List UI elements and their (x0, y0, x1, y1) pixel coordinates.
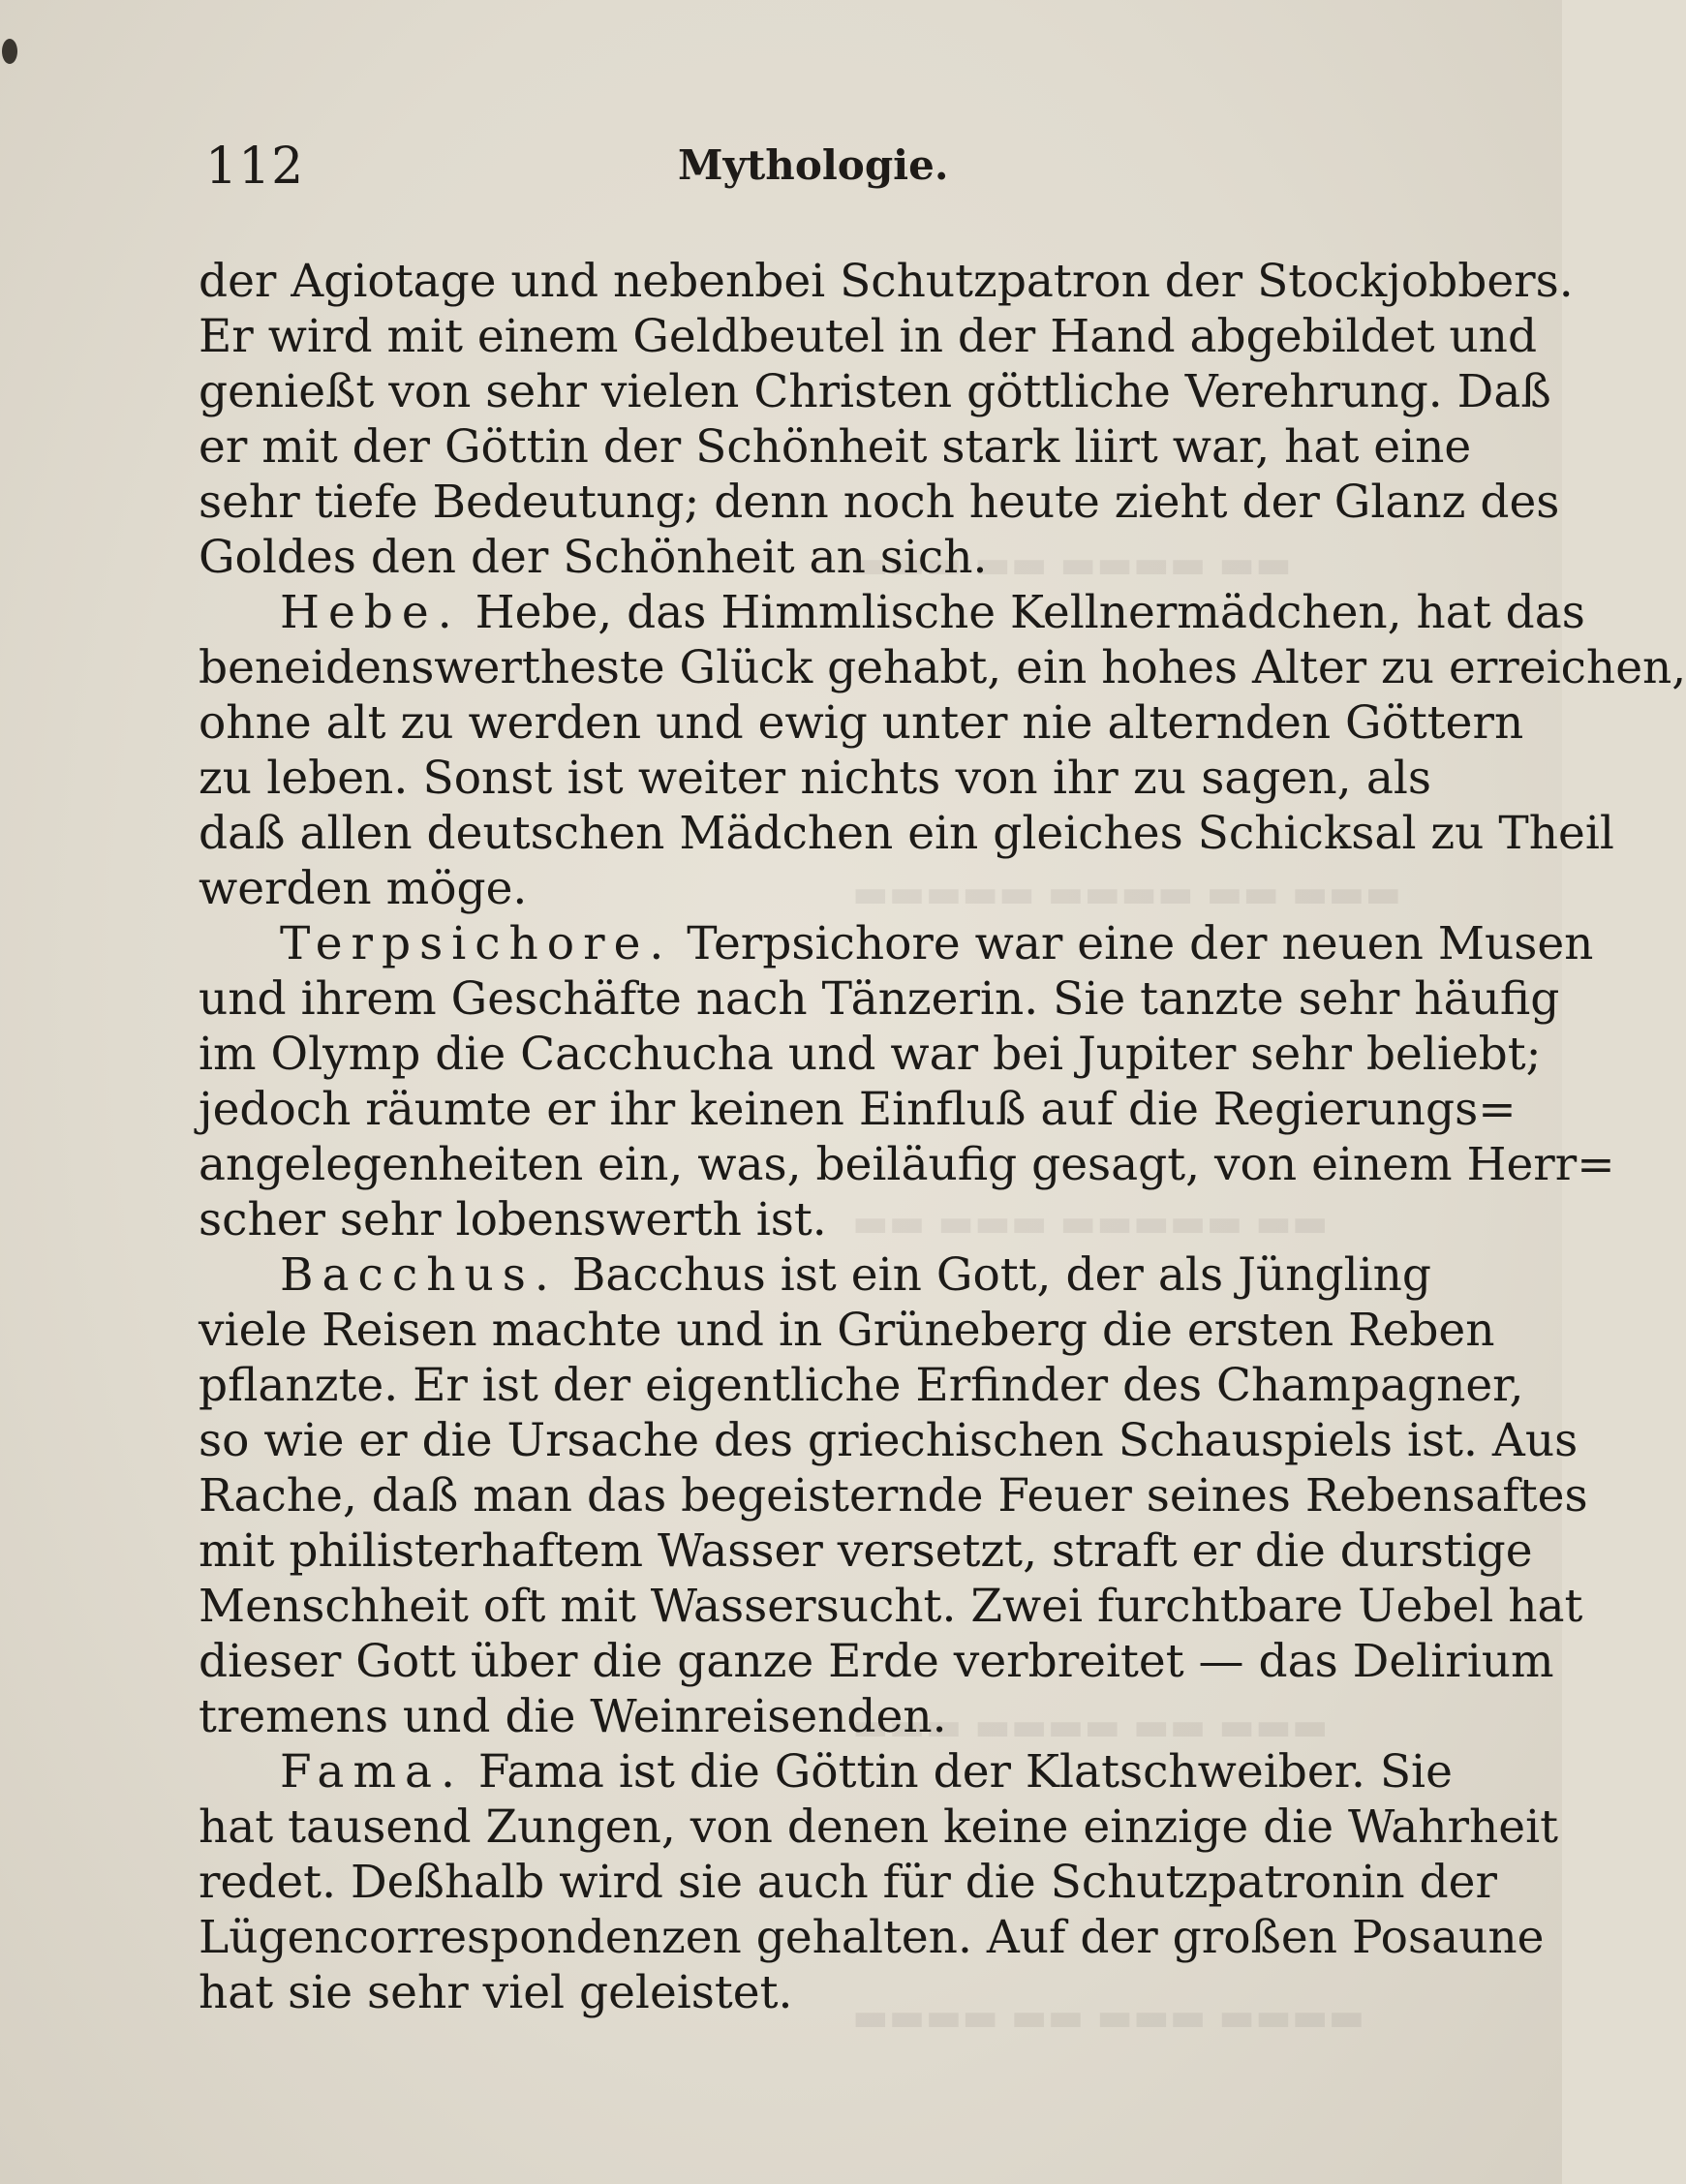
text-line: daß allen deutschen Mädchen ein gleiches Schicksal zu Theil (199, 807, 1614, 860)
paragraph-terpsichore (199, 916, 1615, 1247)
show-through-texture: ▬▬▬ ▬▬ ▬▬▬▬ ▬▬ (852, 542, 1292, 587)
text-line: sehr tiefe Bedeutung; denn noch heute zieht der Glanz des (199, 476, 1560, 529)
show-through-texture: ▬▬▬ ▬▬▬▬ ▬▬ ▬▬▬ (852, 1705, 1329, 1749)
entry-heading: Bacchus. (280, 1248, 558, 1302)
text-line (199, 1247, 1431, 1303)
text-line: scher sehr lobenswerth ist. (199, 1193, 827, 1246)
text-line: Er wird mit einem Geldbeutel in der Hand abgebildet und (199, 310, 1538, 363)
ink-blot (2, 39, 17, 64)
text-line: viele Reisen machte und in Grüneberg die ersten Reben (199, 1304, 1495, 1357)
entry-heading: Terpsichore. (280, 917, 673, 970)
text-line: Menschheit oft mit Wassersucht. Zwei furchtbare Uebel hat (199, 1580, 1583, 1633)
text-line (199, 585, 1585, 640)
text-run: Fama ist die Göttin der Klatschweiber. Sie (463, 1745, 1453, 1799)
text-line: hat tausend Zungen, von denen keine einzige die Wahrheit (199, 1800, 1558, 1854)
text-line: und ihrem Geschäfte nach Tänzerin. Sie tanzte sehr häufig (199, 972, 1560, 1026)
text-line: beneidenswertheste Glück gehabt, ein hohes Alter zu erreichen, (199, 641, 1686, 694)
page-number: 112 (205, 138, 305, 196)
entry-heading: Hebe. (280, 586, 461, 639)
text-run: Terpsichore war eine der neuen Musen (672, 917, 1594, 970)
text-line (199, 916, 1594, 971)
text-line: tremens und die Weinreisenden. (199, 1690, 947, 1743)
text-line: jedoch räumte er ihr keinen Einfluß auf die Regierungs= (199, 1083, 1517, 1136)
text-line: Rache, daß man das begeisternde Feuer seines Rebensaftes (199, 1469, 1588, 1523)
text-line: pflanzte. Er ist der eigentliche Erfinder des Champagner, (199, 1359, 1524, 1412)
entry-heading: Fama. (280, 1745, 464, 1799)
text-line: mit philisterhaftem Wasser versetzt, straft er die durstige (199, 1524, 1533, 1578)
text-line: ohne alt zu werden und ewig unter nie alternden Göttern (199, 696, 1524, 750)
paragraph-bacchus (199, 1247, 1588, 1744)
text-line: genießt von sehr vielen Christen göttliche Verehrung. Daß (199, 365, 1551, 418)
text-line: der Agiotage und nebenbei Schutzpatron der Stockjobbers. (199, 255, 1574, 308)
text-line: dieser Gott über die ganze Erde verbreitet — das Delirium (199, 1635, 1554, 1688)
text-line: werden möge. (199, 862, 528, 915)
body-text (199, 254, 1686, 2020)
paragraph-fama (199, 1744, 1558, 2020)
text-run: Hebe, das Himmlische Kellnermädchen, hat das (460, 586, 1585, 639)
text-line: angelegenheiten ein, was, beiläufig gesagt, von einem Herr= (199, 1138, 1615, 1191)
text-line: so wie er die Ursache des griechischen Schauspiels ist. Aus (199, 1414, 1579, 1467)
text-line: redet. Deßhalb wird sie auch für die Schutzpatronin der (199, 1856, 1497, 1909)
text-line (199, 1744, 1453, 1799)
running-head: Mythologie. (678, 141, 949, 189)
show-through-texture: ▬▬▬▬ ▬▬ ▬▬▬ ▬▬▬▬ (852, 1995, 1365, 2040)
text-line: er mit der Göttin der Schönheit stark liirt war, hat eine (199, 420, 1472, 474)
text-run: Bacchus ist ein Gott, der als Jüngling (557, 1248, 1431, 1302)
text-line: zu leben. Sonst ist weiter nichts von ihr zu sagen, als (199, 752, 1431, 805)
text-line: Goldes den der Schönheit an sich. (199, 531, 988, 584)
text-line: Lügencorrespondenzen gehalten. Auf der großen Posaune (199, 1911, 1545, 1964)
paragraph (199, 254, 1574, 585)
show-through-texture: ▬▬ ▬▬▬ ▬▬▬▬▬ ▬▬ (852, 1201, 1329, 1246)
paragraph-hebe (199, 585, 1686, 916)
show-through-texture: ▬▬▬▬▬ ▬▬▬▬ ▬▬ ▬▬▬ (852, 872, 1402, 916)
text-line: im Olymp die Cacchucha und war bei Jupiter sehr beliebt; (199, 1028, 1542, 1081)
text-line: hat sie sehr viel geleistet. (199, 1966, 793, 2019)
